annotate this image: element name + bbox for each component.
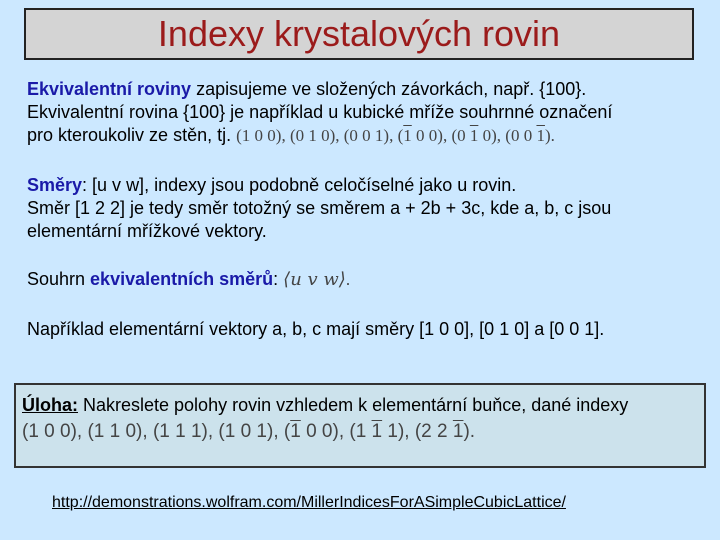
p2-line3: elementární mřížkové vektory.	[27, 221, 267, 241]
paragraph-example: Například elementární vektory a, b, c mají směry [1 0 0], [0 1 0] a [0 0 1].	[27, 319, 605, 339]
p2-line1	[27, 174, 611, 197]
direction-family-notation: ⟨u v w⟩	[283, 269, 346, 290]
task-line1	[22, 395, 628, 416]
p2-line1-rest: : [u v w], indexy jsou podobně celočíselné jako u rovin.	[82, 175, 517, 195]
title-box	[24, 8, 694, 60]
paragraph-equivalent-directions	[27, 268, 350, 291]
task-label: Úloha:	[22, 395, 78, 415]
paragraph-equivalent-planes	[27, 78, 612, 147]
plane-5: (0 1 0)	[451, 126, 497, 145]
wolfram-demo-link[interactable]: http://demonstrations.wolfram.com/MillerIndicesForASimpleCubicLattice/	[52, 494, 566, 511]
term-equivalent-planes: Ekvivalentní roviny	[27, 79, 192, 99]
plane-1: (1 0 0)	[236, 126, 282, 145]
plane-4: (1 0 0)	[397, 126, 443, 145]
plane-2: (0 1 0)	[289, 126, 336, 145]
term-equivalent-directions: ekvivalentních směrů	[90, 269, 274, 289]
plane-3: (0 0 1)	[343, 126, 390, 145]
p1-line2: Ekvivalentní rovina {100} je například u kubické mříže souhrnné označení	[27, 102, 613, 122]
p1-rest1: zapisujeme ve složených závorkách, např. {100}.	[191, 79, 587, 99]
p2-line2: Směr [1 2 2] je tedy směr totožný se směrem a + 2b + 3c, kde a, b, c jsou	[27, 198, 612, 218]
p3-colon: :	[273, 269, 279, 289]
planes-list: (1 0 0), (0 1 0), (0 0 1), (1 0 0), (0 1 0), (0 0 1).	[236, 126, 555, 145]
page-title: Indexy krystalových rovin	[157, 13, 561, 54]
term-directions: Směry	[27, 175, 83, 195]
task-text: Nakreslete polohy rovin vzhledem k elementární buňce, dané indexy	[78, 395, 629, 415]
p1-line3	[27, 124, 612, 147]
plane-6: (0 0 1).	[505, 126, 555, 145]
p1-line3-text: pro kteroukoliv ze stěn, tj.	[27, 125, 232, 145]
task-planes-list: (1 0 0), (1 1 0), (1 1 1), (1 0 1), (1 0 0), (1 1 1), (2 2 1).	[22, 421, 476, 442]
task-box	[14, 383, 706, 468]
p3-prefix: Souhrn	[27, 269, 91, 289]
p1-line1	[27, 78, 612, 101]
paragraph-directions	[27, 174, 611, 243]
p3-dot: .	[345, 270, 351, 289]
